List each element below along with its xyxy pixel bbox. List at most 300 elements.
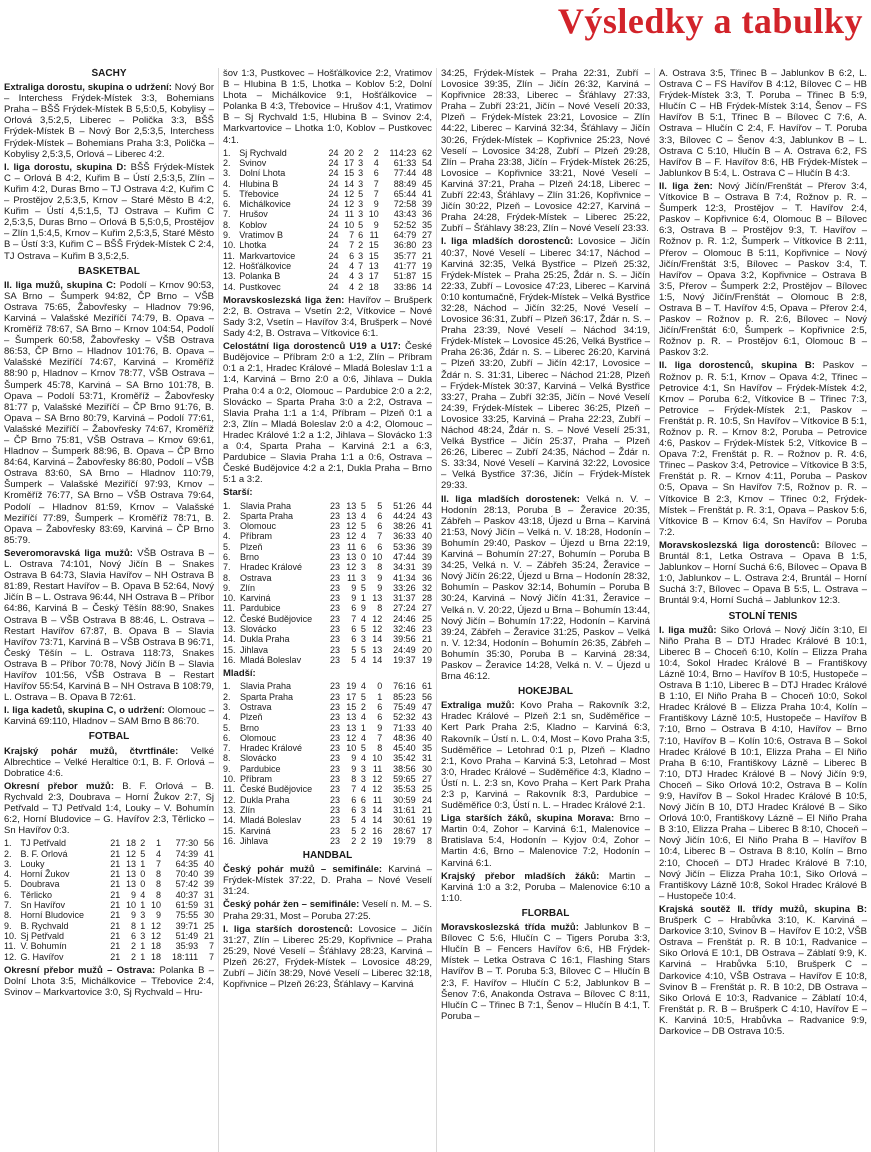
table-cell: 12	[126, 848, 137, 859]
table-cell: 10	[346, 743, 357, 754]
team-name-cell: Pustkovec	[239, 281, 281, 292]
table-cell: 6	[377, 701, 383, 712]
table-cell: 4	[360, 681, 366, 692]
table-cell: 4	[140, 889, 146, 900]
table-cell: 36:80	[393, 240, 417, 251]
table-cell: 75:55	[175, 910, 199, 921]
table-cell: 5	[360, 521, 366, 532]
table-cell: 10.	[223, 774, 236, 785]
results-paragraph	[659, 904, 867, 1037]
table-cell: 12.	[223, 613, 236, 624]
table-cell: 0	[360, 551, 366, 562]
table-row	[223, 282, 432, 292]
table-cell: 24:46	[393, 613, 416, 624]
column-4	[654, 68, 871, 1152]
column-2	[218, 68, 436, 1152]
table-cell: 10	[372, 551, 383, 562]
table-cell: 23	[329, 681, 340, 692]
match-results: Paskov – Rožnov p. R. 5:1, Krnov – Opava 4:2, Třinec – Petrovice 4:1, Sn Havířov – Frýdek-Místek 4:2, Krnov – Poruba 6:2, Vítkovice B – Třinec 7:3, Petrovice – Frýdek-Místek 2:1, Paskov – Frenštát p. R. 10:5, Sn Havířov – Vítkovice B 5:1, Rožnov p. R. – Krnov 8:2, Poruba – Petrovice 4:6, Paskov – Frýdek-Místek 5:2, Vítkovice B – Opava 7:2, Frenštát p. R. – Rožnov p. R. 4:6, Třinec – Paskov 3:4, Petrovice – Vítkovice B 3:5, Frenštát p. R. – Krnov 4:11, Poruba – Paskov 0:5, Opava – Sn Havířov 7:5, Rožnov p. R. – Vítkovice B 2:3, Krnov – Třinec 0:2, Frýdek-Místek – Frenštát p. R. 3:1, Opava – Paskov 5:6, Vítkovice B – Krnov 6:4, Sn Havířov – Poruba 7:2.	[659, 360, 867, 538]
table-cell: 15	[421, 271, 432, 282]
table-cell: 4	[360, 613, 366, 624]
table-cell: 44:24	[393, 510, 416, 521]
table-cell: 9	[373, 199, 379, 210]
table-cell: 3	[360, 634, 366, 645]
table-cell: 9	[351, 582, 357, 593]
table-cell: 19	[346, 681, 357, 692]
table-cell: 41	[421, 188, 432, 199]
competition-name: Liga starších žáků, skupina Morava:	[441, 813, 615, 825]
table-cell: 35:77	[393, 250, 417, 261]
table-cell: 1.	[223, 681, 231, 692]
table-cell: 5	[358, 188, 364, 199]
table-cell: 24	[328, 147, 339, 158]
competition-name: Celostátní liga dorostenců U19 a U17:	[223, 341, 401, 353]
table-cell: 2	[360, 835, 366, 846]
table-cell: 43	[421, 510, 432, 521]
table-cell: 8	[377, 562, 383, 573]
table-cell: 13.	[223, 624, 236, 635]
table-cell: 17	[344, 157, 355, 168]
table-row	[223, 733, 432, 743]
table-cell: 24	[328, 260, 339, 271]
table-cell: 0	[377, 681, 383, 692]
competition-name: Krajský přebor mladších žáků:	[441, 870, 600, 882]
table-cell: 3	[360, 763, 366, 774]
table-cell: 53:36	[393, 541, 416, 552]
table-cell: 18	[151, 941, 162, 952]
table-cell: 21	[110, 838, 121, 849]
competition-name: Český pohár žen – semifinále:	[223, 899, 360, 911]
table-row	[223, 836, 432, 846]
table-cell: 14	[421, 281, 432, 292]
table-cell: 4	[360, 784, 366, 795]
results-paragraph	[441, 700, 650, 811]
team-name-cell: Sj Petřvald	[20, 930, 64, 941]
table-cell: 19	[372, 835, 383, 846]
table-cell: 64:79	[393, 230, 417, 241]
table-cell: 15.	[223, 825, 236, 836]
table-cell: 11.	[223, 603, 235, 614]
table-cell: 114:23	[389, 147, 417, 158]
competition-name: II. liga mužů, skupina C:	[4, 279, 117, 291]
competition-name: I. liga kadetů, skupina C, o udržení:	[4, 705, 165, 717]
match-results: šov 1:3, Pustkovec – Hošťálkovice 2:2, Vratimov B – Hlubina B 1:5, Lhotka – Koblov 5:2, Dolní Lhota – Michálkovice 9:1, Hošťálkovice – Polanka B 4:3, Třebovice – Hrušov 4:1, Vratimov B – Sj Rychvald 1:5, Hlubina B – Svinov 2:4, Markvartovice – Lhotka 1:0, Koblov – Pustkovec 4:1.	[223, 68, 432, 146]
table-row	[223, 271, 432, 281]
table-cell: 1	[140, 858, 146, 869]
table-cell: 6	[349, 250, 355, 261]
table-cell: 21	[421, 250, 432, 261]
table-cell: 51:49	[175, 930, 199, 941]
results-paragraph	[4, 548, 214, 703]
table-cell: 25	[203, 920, 214, 931]
table-cell: 18	[151, 951, 162, 962]
table-cell: 8	[377, 743, 383, 754]
table-cell: 1.	[223, 500, 231, 511]
table-cell: 43	[421, 712, 432, 723]
table-cell: 4.	[223, 531, 231, 542]
table-cell: 4	[360, 815, 366, 826]
table-cell: 59:65	[393, 774, 416, 785]
table-cell: 8	[351, 774, 357, 785]
table-cell: 31	[203, 900, 214, 911]
table-cell: 44	[421, 500, 432, 511]
table-cell: 2	[131, 941, 137, 952]
team-name-cell: Hošťálkovice	[239, 260, 292, 271]
table-cell: 7	[358, 260, 364, 271]
table-row	[223, 562, 432, 572]
table-row	[223, 189, 432, 199]
team-name-cell: V. Bohumín	[20, 941, 67, 952]
team-name-cell: Těrlicko	[20, 889, 52, 900]
table-cell: 2.	[4, 848, 12, 859]
table-cell: 39	[421, 541, 432, 552]
table-cell: 23	[329, 691, 340, 702]
table-cell: 12	[151, 930, 162, 941]
table-cell: 9	[377, 722, 383, 733]
table-cell: 40	[421, 732, 432, 743]
table-cell: 6.	[223, 199, 231, 210]
table-cell: 24	[328, 157, 339, 168]
table-row	[223, 645, 432, 655]
table-cell: 5	[360, 624, 366, 635]
team-name-cell: Slovácko	[240, 624, 277, 635]
table-cell: 14	[372, 804, 383, 815]
table-cell: 61	[421, 681, 432, 692]
table-cell: 71:33	[393, 722, 416, 733]
team-name-cell: Ostrava	[240, 572, 272, 583]
table-row	[223, 712, 432, 722]
match-results: Karviná – Frýdek-Místek 37:22, D. Praha – Nové Veselí 31:24.	[223, 864, 432, 898]
table-row	[223, 692, 432, 702]
table-cell: 17	[421, 825, 432, 836]
match-results: BŠŠ Frýdek-Místek C – Orlová B 4:2, Kuřim B – Ústí 2,5:3,5, Zlín – Kuřim 4:2, Duras Brno – TJ Ostrava 4:2, Kuřim C – Prostějov 2,5:3,5, Krnov – Staré Město B 4:2, Kuřim – Ústí 4,5:1,5, TJ Ostrava – Kuřim C 2,5:3,5, Duras Brno – Orlová B 5,5:0,5, Prostějov – Zlín 1,5:4,5, Krnov – Kuřim 2,5:3,5, Staré Město B – Ústí 3:3, Kuřim C – BŠŠ Frýdek-Místek C 2:4, TJ Ostrava – Kuřim B 3,5:2,5.	[4, 161, 215, 262]
table-cell: 30:61	[393, 815, 416, 826]
table-cell: 47:44	[393, 551, 416, 562]
table-cell: 11	[372, 794, 383, 805]
team-name-cell: Ostrava	[240, 701, 272, 712]
match-results: Havířov – Brušperk 2:2, B. Ostrava – Vsetín 2:2, Vítkovice – Nové Sady 3:2, Vsetín – Havířov 3:4, Brušperk – Nové Sady 4:2, B. Ostrava – Vítkovice 6:1.	[223, 294, 432, 340]
table-cell: 10	[151, 900, 162, 911]
table-cell: 21	[110, 951, 121, 962]
table-cell: 11.	[223, 784, 235, 795]
team-name-cell: Sj Rychvald	[239, 147, 287, 158]
table-cell: 41:34	[393, 572, 416, 583]
table-cell: 19:79	[393, 835, 416, 846]
table-cell: 23	[329, 804, 340, 815]
table-cell: 40	[421, 722, 432, 733]
team-name-cell: Slovácko	[240, 753, 277, 764]
table-cell: 5	[360, 743, 366, 754]
match-results: Lovosice – Jičín 40:37, Nové Veselí – Liberec 34:17, Náchod – Karviná 32:35, Velká Bystřice – Plzeň 25:32, Frýdek-Místek – Praha 25:25, Ždár n. S. – Jičín 22:33, Zubří – Lovosice 47:23, Liberec – Karviná 0:10 kontumačně, Frýdek-Místek – Velká Bystřice 32:28, Náchod – Jičín 32:25, Nové Veselí – Lovosice 36:31, Zubří – Plzeň 36:17, Ždár n. S. – Praha 23:39, Nové Veselí – Náchod 34:19, Frýdek-Místek – Lovosice 45:26, Velká Bystřice – Praha 26:36, Ždár n. S. – Liberec 26:20, Karviná – Plzeň 33:20, Zubří – Jičín 42:17, Lovosice – Ždár n. S. 31:31, Liberec – Náchod 21:28, Plzeň – Frýdek-Místek 30:37, Karviná – Velká Bystřice 33:27, Praha – Zubří 32:35, Jičín – Nové Veselí 24:39, Frýdek-Místek – Liberec 36:25, Plzeň – Lovosice 33:25, Karviná – Praha 22:23, Zubří – Náchod 48:24, Ždár n. S. – Nové Veselí 25:31, Velká Bystřice – Jičín 25:37, Praha – Plzeň 26:26, Liberec – Zubří 24:35, Náchod – Ždár n. S. 33:34, Nové Veselí – Karviná 32:22, Lovosice – Velká Bystřice 37:36, Jičín – Frýdek-Místek 29:33.	[441, 236, 650, 492]
table-row	[223, 753, 432, 763]
table-cell: 23	[329, 572, 340, 583]
competition-name: I. liga mužů:	[659, 624, 717, 636]
table-cell: 21	[203, 930, 214, 941]
table-cell: 5	[351, 825, 357, 836]
table-row	[223, 795, 432, 805]
table-cell: 25	[421, 784, 432, 795]
table-cell: 56	[421, 691, 432, 702]
table-cell: 13	[346, 551, 357, 562]
table-cell: 45	[421, 178, 432, 189]
table-row	[4, 890, 214, 900]
competition-name: II. liga žen:	[659, 180, 713, 192]
table-row	[223, 815, 432, 825]
table-cell: 1	[140, 920, 146, 931]
table-row	[223, 521, 432, 531]
table-cell: 23	[329, 774, 340, 785]
table-cell: 7	[377, 732, 383, 743]
table-cell: 3	[140, 930, 146, 941]
match-results: Brušperk C – Hrabůvka 3:10, K. Karviná – Darkovice 3:10, Svinov B – Havířov E 10:2, VŠB Ostrava – Frenštát p. R. B 10:1, Radvanice – Siko Orlová E 10:1, DB Ostrava – Záblatí 9:9, K. Karviná – Hrabůvka 5:10, Brušperk C – Darkovice 4:10, VŠB Ostrava – Havířov E 10:8, Svinov B – Frenštát p. R. B 10:2, DB Ostrava – Siko Orlová E 10:3, Radvanice – Záblatí 10:4, Frenštát p. R. B – Brušperk C 4:10, Havířov E – K. Karviná 10:5, Hrabůvka – Radvanice 9:9, Darkovice – DB Ostrava 10:5.	[659, 915, 867, 1037]
table-cell: 8	[426, 835, 432, 846]
table-cell: 27	[421, 603, 432, 614]
team-name-cell: Horní Žukov	[20, 869, 70, 880]
table-cell: 23	[329, 654, 340, 665]
table-cell: 12.	[4, 951, 17, 962]
table-cell: 23	[329, 603, 340, 614]
table-cell: 30	[203, 910, 214, 921]
results-paragraph	[659, 360, 867, 538]
table-cell: 30	[421, 763, 432, 774]
table-cell: 24	[328, 188, 339, 199]
table-row	[223, 501, 432, 511]
table-cell: 24	[328, 250, 339, 261]
team-name-cell: Michálkovice	[239, 199, 291, 210]
table-cell: 6	[351, 634, 357, 645]
match-results: Olomouc – Karviná 69:110, Hladnov – SAM Brno B 86:70.	[4, 705, 215, 728]
table-cell: 31:61	[393, 804, 416, 815]
team-name-cell: Svinov	[239, 157, 267, 168]
team-name-cell: Vratimov B	[239, 230, 283, 241]
table-cell: 39:56	[393, 634, 416, 645]
table-cell: 5.	[4, 879, 12, 890]
team-name-cell: Plzeň	[240, 712, 263, 723]
table-cell: 13	[372, 644, 383, 655]
table-cell: 9	[351, 763, 357, 774]
table-cell: 40	[203, 858, 214, 869]
table-cell: 5	[351, 644, 357, 655]
table-cell: 15	[346, 701, 357, 712]
table-cell: 4	[156, 848, 162, 859]
table-cell: 57:42	[175, 879, 199, 890]
table-cell: 12	[344, 188, 355, 199]
table-cell: 21	[110, 858, 121, 869]
table-cell: 7	[208, 951, 214, 962]
table-row	[223, 784, 432, 794]
table-cell: 2	[358, 147, 364, 158]
table-cell: 19	[421, 654, 432, 665]
table-row	[223, 764, 432, 774]
table-cell: 5	[360, 691, 366, 702]
table-cell: 23	[329, 551, 340, 562]
table-cell: 1.	[223, 147, 231, 158]
table-cell: 24	[328, 178, 339, 189]
table-cell: 6	[351, 624, 357, 635]
table-cell: 36	[421, 209, 432, 220]
table-cell: 9	[351, 753, 357, 764]
table-cell: 2	[373, 147, 379, 158]
table-cell: 3	[360, 774, 366, 785]
table-cell: 61:33	[393, 157, 417, 168]
competition-name: I. liga starších dorostenců:	[223, 923, 353, 935]
competition-name: Krajská soutěž II. třídy mužů, skupina B:	[659, 903, 867, 915]
table-cell: 9.	[223, 582, 231, 593]
table-cell: 0	[140, 879, 146, 890]
table-cell: 10	[372, 753, 383, 764]
table-row	[223, 826, 432, 836]
table-row	[223, 805, 432, 815]
team-name-cell: Polanka B	[239, 271, 281, 282]
table-cell: 3	[358, 168, 364, 179]
table-cell: 2	[358, 281, 364, 292]
table-cell: 6	[377, 541, 383, 552]
team-name-cell: Hrušov	[239, 209, 268, 220]
table-cell: 6	[377, 521, 383, 532]
table-cell: 4	[349, 271, 355, 282]
team-name-cell: Zlín	[240, 582, 256, 593]
table-cell: 72:58	[393, 199, 417, 210]
table-cell: 7	[349, 230, 355, 241]
table-cell: 7.	[223, 562, 231, 573]
table-row	[4, 952, 214, 962]
table-cell: 10	[368, 209, 379, 220]
table-row	[223, 702, 432, 712]
team-name-cell: Příbram	[240, 531, 273, 542]
competition-name: Extraliga dorostu, skupina o udržení:	[4, 82, 172, 94]
table-cell: 6	[373, 168, 379, 179]
table-cell: 15	[368, 240, 379, 251]
table-cell: 7	[373, 188, 379, 199]
table-cell: 23	[329, 644, 340, 655]
table-cell: 12	[346, 521, 357, 532]
table-cell: 6.	[223, 732, 231, 743]
table-row	[223, 261, 432, 271]
table-cell: 10.	[223, 593, 236, 604]
sport-heading: STOLNÍ TENIS	[728, 610, 798, 622]
table-cell: 10	[126, 900, 137, 911]
table-cell: 7.	[223, 743, 231, 754]
table-row	[223, 774, 432, 784]
table-cell: 12	[151, 920, 162, 931]
table-cell: 39	[421, 551, 432, 562]
table-cell: 23	[329, 613, 340, 624]
match-results: Lovosice – Jičín 31:27, Zlín – Liberec 25:29, Kopřivnice – Praha 25:29, Nové Veselí – Šťáhlavy 28:23, Karviná – Plzeň 26:27, Frýdek-Místek – Lovosice 48:29, Zubří – Jičín 38:29, Nové Veselí – Liberec 32:18, Kopřivnice – Plzeň 26:23, Šťáhlavy – Karviná	[223, 923, 432, 991]
table-cell: 51:87	[393, 271, 417, 282]
column-1	[0, 68, 218, 1152]
table-cell: 6	[131, 930, 137, 941]
team-name-cell: Hlubina B	[239, 178, 279, 189]
competition-name: Severomoravská liga mužů:	[4, 547, 133, 559]
table-cell: 11	[372, 763, 383, 774]
table-cell: 23	[421, 240, 432, 251]
team-name-cell: Pardubice	[240, 763, 281, 774]
results-columns	[0, 68, 871, 1152]
table-cell: 39	[203, 879, 214, 890]
table-cell: 4	[360, 510, 366, 521]
table-cell: 4.	[223, 178, 231, 189]
table-cell: 19	[421, 260, 432, 271]
table-label-text: Mladší:	[223, 668, 256, 680]
table-cell: 24	[328, 219, 339, 230]
table-cell: 1	[377, 691, 383, 702]
team-name-cell: Dolní Lhota	[239, 168, 286, 179]
table-cell: 15	[368, 250, 379, 261]
table-cell: 8.	[223, 219, 231, 230]
table-cell: 21	[110, 941, 121, 952]
results-paragraph	[4, 162, 214, 262]
table-row	[223, 743, 432, 753]
table-cell: 4	[360, 753, 366, 764]
table-cell: 9	[131, 889, 137, 900]
table-cell: 13	[346, 500, 357, 511]
table-cell: 13	[126, 879, 137, 890]
table-cell: 3	[358, 209, 364, 220]
table-cell: 15	[344, 168, 355, 179]
table-cell: 23	[421, 624, 432, 635]
team-name-cell: Zlín	[240, 804, 256, 815]
table-cell: 52:32	[393, 712, 416, 723]
table-cell: 13	[126, 869, 137, 880]
table-cell: 39	[421, 199, 432, 210]
table-cell: 21	[421, 634, 432, 645]
table-cell: 2	[140, 838, 146, 849]
table-cell: 25	[421, 613, 432, 624]
table-row	[223, 240, 432, 250]
table-cell: 34:31	[393, 562, 416, 573]
table-cell: 27:24	[393, 603, 416, 614]
table-cell: 21	[110, 879, 121, 890]
team-name-cell: Mladá Boleslav	[240, 815, 302, 826]
table-cell: 9.	[4, 920, 12, 931]
team-name-cell: B. F. Orlová	[20, 848, 68, 859]
table-cell: 2.	[223, 510, 231, 521]
team-name-cell: Olomouc	[240, 521, 277, 532]
table-cell: 8	[131, 920, 137, 931]
table-row	[4, 869, 214, 879]
competition-name: Okresní přebor mužů – Ostrava:	[4, 964, 156, 976]
match-results: B. F. Orlová – B. Rychvald 2:3, Doubrava – Horní Žukov 2:7, Sj Petřvald – TJ Petřvald 1:4, Louky – V. Bohumín 6:2, Horní Bludovice – G. Havířov 2:3, Těrlicko – Sn Havířov 0:3.	[4, 780, 214, 837]
table-row	[223, 230, 432, 240]
sport-heading: FOTBAL	[88, 731, 130, 743]
table-cell: 1	[360, 722, 366, 733]
table-cell: 24	[328, 240, 339, 251]
team-name-cell: Sn Havířov	[20, 900, 65, 911]
table-cell: 33:26	[393, 582, 416, 593]
table-cell: 4	[360, 531, 366, 542]
match-results: 34:25, Frýdek-Místek – Praha 22:31, Zubří – Lovosice 39:35, Zlín – Jičín 26:32, Karviná – Kopřivnice 28:33, Liberec – Šťáhlavy 27:33, Praha – Zubří 23:21, Jičín – Nové Veselí 20:33, Plzeň – Frýdek-Místek 23:21, Lovosice – Zlín 44:22, Liberec – Karviná 32:34, Šťáhlavy – Jičín 30:26, Frýdek-Místek – Kopřivnice 25:23, Nové Veselí – Lovosice 34:28, Zubří – Plzeň 29:28, Zlín – Praha 23:38, Jičín – Frýdek-Místek 26:25, Lovosice – Kopřivnice 33:21, Nové Veselí – Karviná 37:21, Praha – Plzeň 24:18, Liberec – Zubří 22:43, Šťáhlavy – Zlín 31:26, Kopřivnice – Jičín 30:22, Plzeň – Lovosice 42:27, Karviná – Praha 24:28, Frýdek-Místek – Liberec 25:22, Zubří – Šťáhlavy 38:23, Zlín – Nové Veselí 23:33.	[441, 68, 650, 235]
table-label-text: Starší:	[223, 487, 253, 499]
table-cell: 10.	[223, 240, 236, 251]
match-results: Nový Bor – Interchess Frýdek-Místek 3:3, Bohemians Praha – BŠŠ Frýdek-Místek B 5,5:0,5, Kobylisy – Orlová 3,5:2,5, Liberec – Polička 3:3, BŠŠ Frýdek-Místek B – Nový Bor 2,5:3,5, Interchess Frýdek-Místek – Bohemians Praha 3:3, Polička – Kobylisy 2,5:3,5, Orlová – Liberec 4:2.	[4, 82, 214, 160]
table-cell: 23	[329, 634, 340, 645]
results-paragraph	[659, 540, 867, 607]
team-name-cell: Olomouc	[240, 732, 277, 743]
table-cell: 24	[328, 199, 339, 210]
match-results: VŠB Ostrava B – L. Ostrava 74:101, Nový Jičín B – Snakes Ostrava B 64:73, Slavia Havířov – NH Ostrava B 81:89, Restart Havířov – B. Opava B 52:64, Nový Jičín B – L. Ostrava 96:44, NH Ostrava B – Příbor 64:86, Karviná B – Český Těšín 88:90, Snakes Ostrava B – VŠB Ostrava B 88:46, L. Ostrava – Restart Havířov 67:87, B. Opava B – Slavia Havířov 73:71, Karviná B – VŠB Ostrava B 96:71, Český Těšín – L. Ostrava 118:73, Snakes Ostrava B – Příbor 70:78, Nový Jičín B – Slavia Havířov 101:56, VŠB Ostrava B – Restart Havířov 55:54, Karviná B – NH Ostrava B 108:79, L. Ostrava – B. Opava B 72:61.	[4, 547, 214, 704]
table-cell: 4	[360, 732, 366, 743]
team-name-cell: Koblov	[239, 219, 267, 230]
table-row	[223, 158, 432, 168]
match-results: Brno – Martin 0:4, Zohor – Karviná 6:1, Malenovice – Bratislava 5:4, Hodonín – Kyjov 0:4, Zohor – Martin 4:6, Brno – Malenovice 7:2, Hodonín – Karviná 6:1.	[441, 813, 650, 869]
results-paragraph	[441, 68, 650, 234]
team-name-cell: Slavia Praha	[240, 681, 292, 692]
table-row	[223, 655, 432, 665]
table-cell: 23	[329, 562, 340, 573]
table-cell: 3	[358, 157, 364, 168]
results-paragraph	[4, 746, 214, 779]
table-cell: 12	[346, 562, 357, 573]
